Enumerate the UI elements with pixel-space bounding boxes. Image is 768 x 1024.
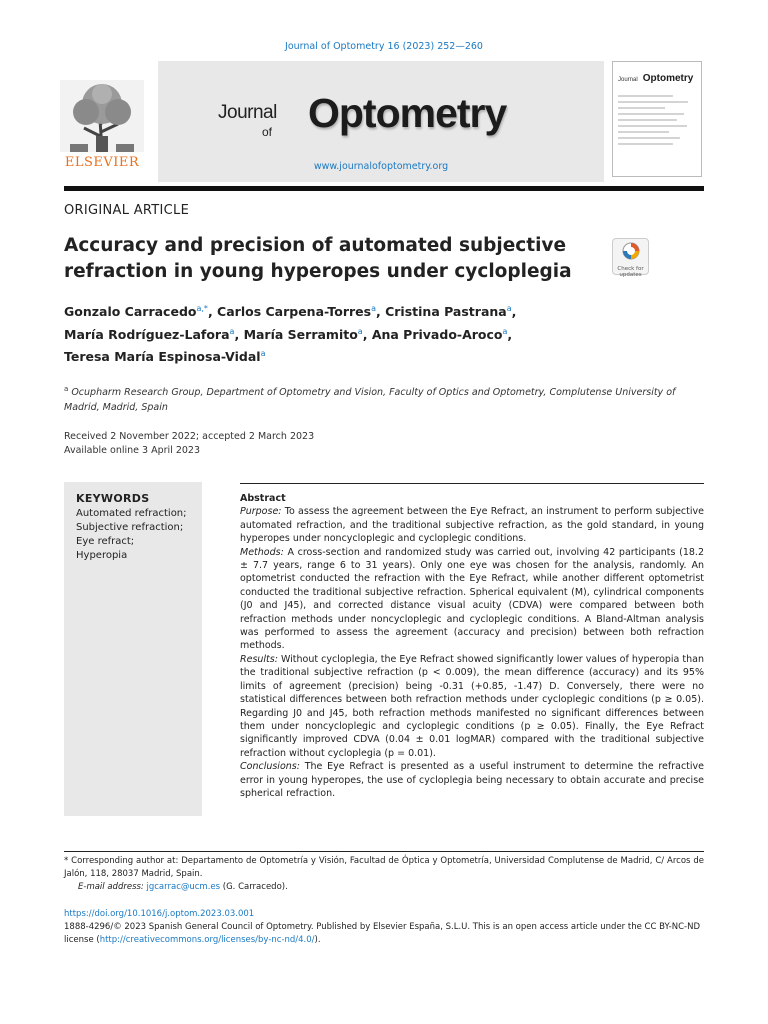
methods-text: A cross-section and randomized study was carried out, involving 42 participants (18.2 ± 7.7 years, range 6 to 31 years). Only one eye was chosen for the analysis, randomly. An optometrist conducted the refraction with the Eye Refract, while another different optometrist conducted the traditional subjective refraction. Spherical equivalent (M), cylindrical components (J0 and J45), and corrected distance visual acuity (CDVA) were compared between both refraction methods under noncycloplegic and cycloplegic conditions. A Bland-Altman analysis was performed to assess the agreement (accuracy and precision) between both refraction methods. [240, 546, 704, 652]
cover-text-line [618, 131, 669, 133]
affiliation-marker: a [64, 385, 69, 393]
keyword-item: Subjective refraction; [76, 522, 184, 533]
conclusions-text: The Eye Refract is presented as a useful instrument to determine the refractive error in young hyperopes, the use of cycloplegia being necessary to obtain accurate and precise spherical refraction. [240, 761, 704, 799]
cover-text-line [618, 113, 684, 115]
author-name: Cristina Pastrana [385, 304, 507, 320]
journal-url-link[interactable]: www.journalofoptometry.org [313, 161, 449, 172]
author-affiliation-marker[interactable]: a,* [196, 304, 208, 313]
author-list: Gonzalo Carracedo$^{a,*}$, Carlos Carpena-Torres$^a$, Cristina Pastrana$^a$, María Rodríguez-Lafora$^a$, María Serramito$^a$, Ana Privado-Aroco$^a$, Teresa María Espinosa-Vidal$^a$ [64, 304, 517, 365]
cover-text-line [618, 101, 688, 103]
results-label: Results: [240, 653, 278, 665]
article-type: ORIGINAL ARTICLE [64, 203, 190, 218]
journal-logo-of: of [262, 125, 273, 139]
abstract-methods [240, 546, 704, 653]
received-date: Received 2 November 2022; accepted 2 March 2023 [64, 431, 315, 442]
purpose-label: Purpose: [240, 506, 282, 518]
abstract-heading: Abstract [240, 493, 286, 504]
affiliation-text: Ocupharm Research Group, Department of Optometry and Vision, Faculty of Optics and Optometry, Complutense University of Madrid, Madrid, Spain [64, 387, 676, 414]
author-affiliation-marker[interactable]: a [371, 304, 376, 313]
email-label: E-mail address: [78, 882, 144, 892]
journal-logo-journal: Journal [218, 102, 277, 123]
journal-reference[interactable]: Journal of Optometry 16 (2023) 252—260 [285, 41, 483, 52]
cover-text-line [618, 107, 665, 109]
author-name: Teresa María Espinosa-Vidal [64, 349, 261, 365]
license-suffix: ). [314, 935, 321, 945]
email-suffix: (G. Carracedo). [222, 882, 288, 892]
keywords-heading: KEYWORDS [76, 492, 150, 505]
online-date: Available online 3 April 2023 [64, 445, 200, 456]
author-affiliation-marker[interactable]: a [506, 304, 512, 313]
header-divider [64, 186, 704, 191]
abstract-results [240, 653, 704, 760]
license-text: 1888-4296/© 2023 Spanish General Council of Optometry. Published by Elsevier España, S.L.U. This is an open access article under the CC BY-NC-ND license ( [64, 922, 700, 945]
cover-text-line [618, 143, 673, 145]
crossmark-icon [622, 242, 640, 260]
check-for-updates-button[interactable] [612, 238, 649, 278]
cover-text-line [618, 95, 673, 97]
author-name: María Serramito [243, 326, 358, 342]
journal-logo-optometry: Optometry [308, 90, 507, 136]
license-link[interactable]: http://creativecommons.org/licenses/by-nc-nd/4.0/ [99, 935, 315, 945]
email-link[interactable]: jgcarrac@ucm.es [146, 882, 221, 892]
cover-text-line [618, 125, 687, 127]
author-affiliation-marker[interactable]: a [357, 326, 363, 336]
corresponding-author-note: * Corresponding author at: Departamento de Optometría y Visión, Facultad de Óptica y Optometría, Universidad Complutense de Madrid, C/ Arcos de Jalón, 118, 28037 Madrid, Spain. [64, 856, 704, 879]
results-text: Without cycloplegia, the Eye Refract showed significantly lower values of hyperopia than the traditional subjective refraction (p < 0.009), the mean difference (accuracy) and its 95% limits of agreement (precision) being -0.31 (+0.85, -1.47) D. Conversely, there were no statistical differences between both refraction methods under cycloplegic conditions (p ≥ 0.05). Regarding J0 and J45, both refraction methods manifested no significant differences between them under noncycloplegic and cycloplegic conditions (p ≥ 0.05). Finally, the Eye Refract significantly improved CDVA (0.04 ± 0.01 logMAR) compared with the traditional subjective refraction without cycloplegia (p = 0.01). [240, 653, 704, 759]
keyword-item: Eye refract; [76, 536, 135, 547]
keyword-item: Automated refraction; [76, 508, 187, 519]
article-title: Accuracy and precision of automated subjective refraction in young hyperopes under cycloplegia [64, 235, 572, 282]
keywords-panel [64, 482, 202, 816]
abstract-divider [240, 483, 704, 484]
author-affiliation-marker[interactable]: a [260, 349, 266, 359]
abstract-purpose [240, 505, 704, 545]
author-name: Gonzalo Carracedo [64, 304, 197, 320]
publisher-name: ELSEVIER [64, 155, 140, 170]
article-dates [64, 430, 704, 458]
author-name: Ana Privado-Aroco [371, 326, 503, 342]
footnote [64, 855, 704, 894]
license-statement [64, 921, 704, 947]
abstract-conclusions [240, 760, 704, 800]
author-name: Carlos Carpena-Torres [217, 304, 372, 320]
keyword-item: Hyperopia [76, 550, 128, 561]
abstract [240, 492, 704, 800]
footnote-divider [64, 851, 704, 852]
doi-link[interactable]: https://doi.org/10.1016/j.optom.2023.03.001 [64, 909, 255, 919]
cover-title-optometry: Optometry [642, 73, 694, 84]
email-line [64, 881, 704, 894]
conclusions-label: Conclusions: [240, 761, 300, 773]
purpose-text: To assess the agreement between the Eye Refract, an instrument to perform subjective automated refraction, and the traditional subjective refraction, as the gold standard, in young hyperopes under noncycloplegic and cycloplegic conditions. [240, 506, 704, 545]
cover-text-line [618, 137, 680, 139]
cover-title-journal: Journal [618, 77, 638, 83]
cover-text-line [618, 119, 677, 121]
journal-cover-thumbnail[interactable] [612, 61, 702, 177]
affiliation [64, 382, 704, 415]
author-affiliation-marker[interactable]: a [229, 326, 235, 336]
crossmark-label: Check for updates [617, 266, 644, 278]
author-affiliation-marker[interactable]: a [502, 326, 508, 336]
methods-label: Methods: [240, 546, 284, 558]
author-name: María Rodríguez-Lafora [64, 326, 230, 342]
